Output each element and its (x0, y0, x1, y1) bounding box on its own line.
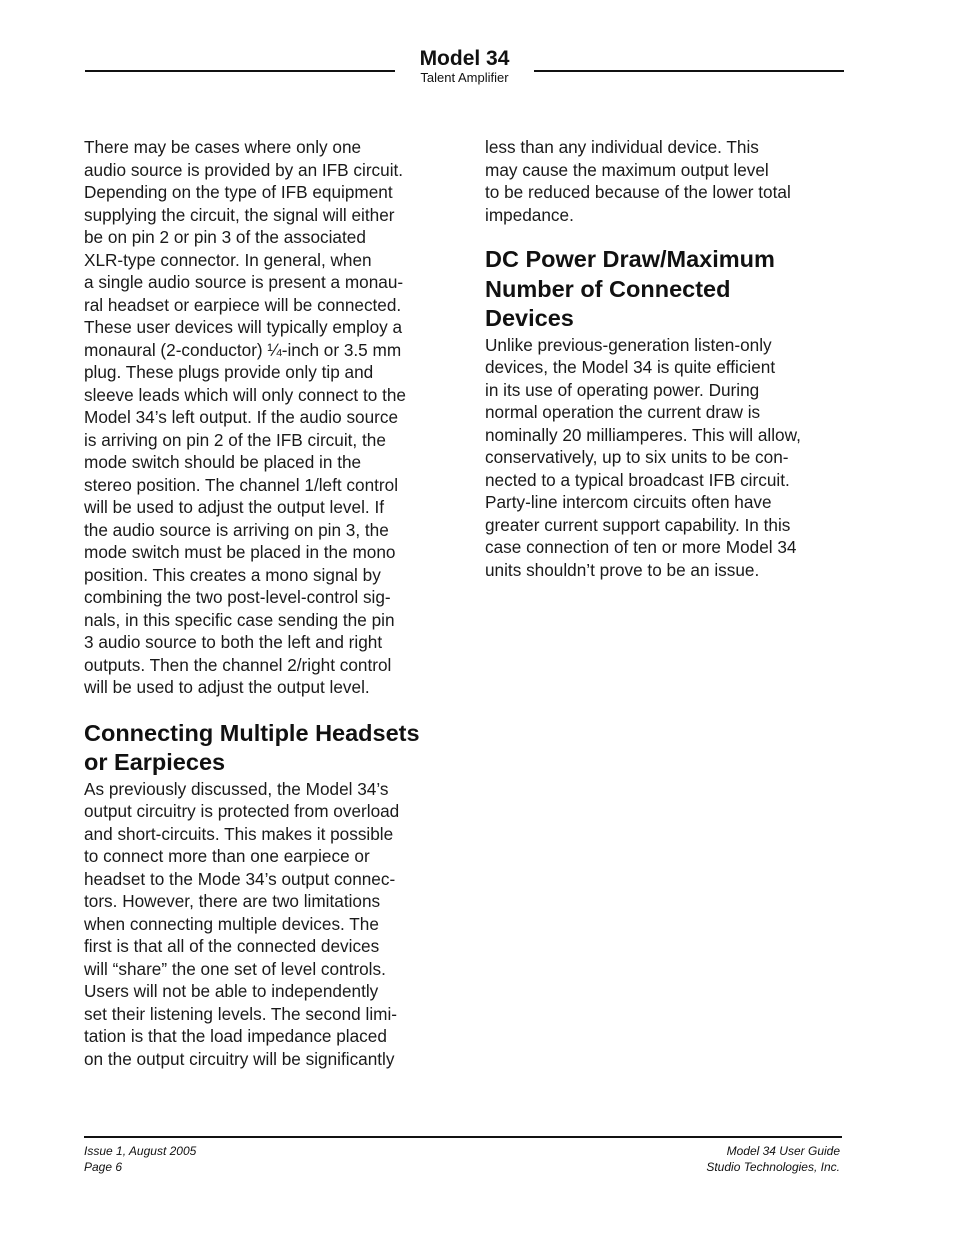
footer-company: Studio Technologies, Inc. (706, 1160, 840, 1174)
section-heading-dc-power: DC Power Draw/Maximum Number of Connected Devices (485, 246, 775, 331)
right-column (485, 136, 855, 581)
header-rule-right (534, 70, 844, 72)
page-header-subtitle: Talent Amplifier (420, 70, 509, 85)
section-heading-multiple-headsets: Connecting Multiple Headsets or Earpieces (84, 719, 420, 775)
dc-power-paragraph: Unlike previous-generation listen-only devices, the Model 34 is quite efficient in its use of operating power. During normal operation the current draw is nominally 20 milliamperes. This will allow, conservatively, up to six units to be con- nected to a typical broadcast IFB circuit. Party-line intercom circuits often have greater current support capability. In this case connection of ten or more Model 34 units shouldn’t prove to be an issue. (485, 334, 801, 580)
header-rule-left (85, 70, 395, 72)
intro-paragraph: There may be cases where only one audio source is provided by an IFB circuit. Depending on the type of IFB equipment supplying the circuit, the signal will either be on pin 2 or pin 3 of the associated XLR-type connector. In general, when a single audio source is present a monau- ral headset or earpiece will be connected. These user devices will typically employ a monaural (2-conductor) ¼-inch or 3.5 mm plug. These plugs provide only tip and sleeve leads which will only connect to the Model 34’s left output. If the audio source is arriving on pin 2 of the IFB circuit, the mode switch should be placed in the stereo position. The channel 1/left control will be used to adjust the output level. If the audio source is arriving on pin 3, the mode switch must be placed in the mono position. This creates a mono signal by combining the two post-level-control sig- nals, in this specific case sending the pin 3 audio source to both the left and right outputs. Then the channel 2/right control will be used to adjust the output level. (84, 137, 406, 697)
footer-issue: Issue 1, August 2005 (84, 1144, 197, 1158)
footer-left (84, 1143, 196, 1175)
left-column (84, 136, 454, 1070)
multiple-headsets-paragraph: As previously discussed, the Model 34’s output circuitry is protected from overload and short-circuits. This makes it possible to connect more than one earpiece or headset to the Mode 34’s output connec- tors. However, there are two limitations when connecting multiple devices. The first is that all of the connected devices will “share” the one set of level controls. Users will not be able to independently set their listening levels. The second limi- tation is that the load impedance placed on the output circuitry will be significantly (84, 778, 400, 1069)
footer-right (706, 1143, 840, 1175)
page-header-title: Model 34 (419, 47, 510, 70)
footer-rule (84, 1136, 842, 1138)
footer-guide-title: Model 34 User Guide (726, 1144, 840, 1158)
footer-page-number: Page 6 (84, 1160, 123, 1174)
continuation-paragraph: less than any individual device. This may cause the maximum output level to be reduced because of the lower total impedance. (485, 137, 791, 225)
